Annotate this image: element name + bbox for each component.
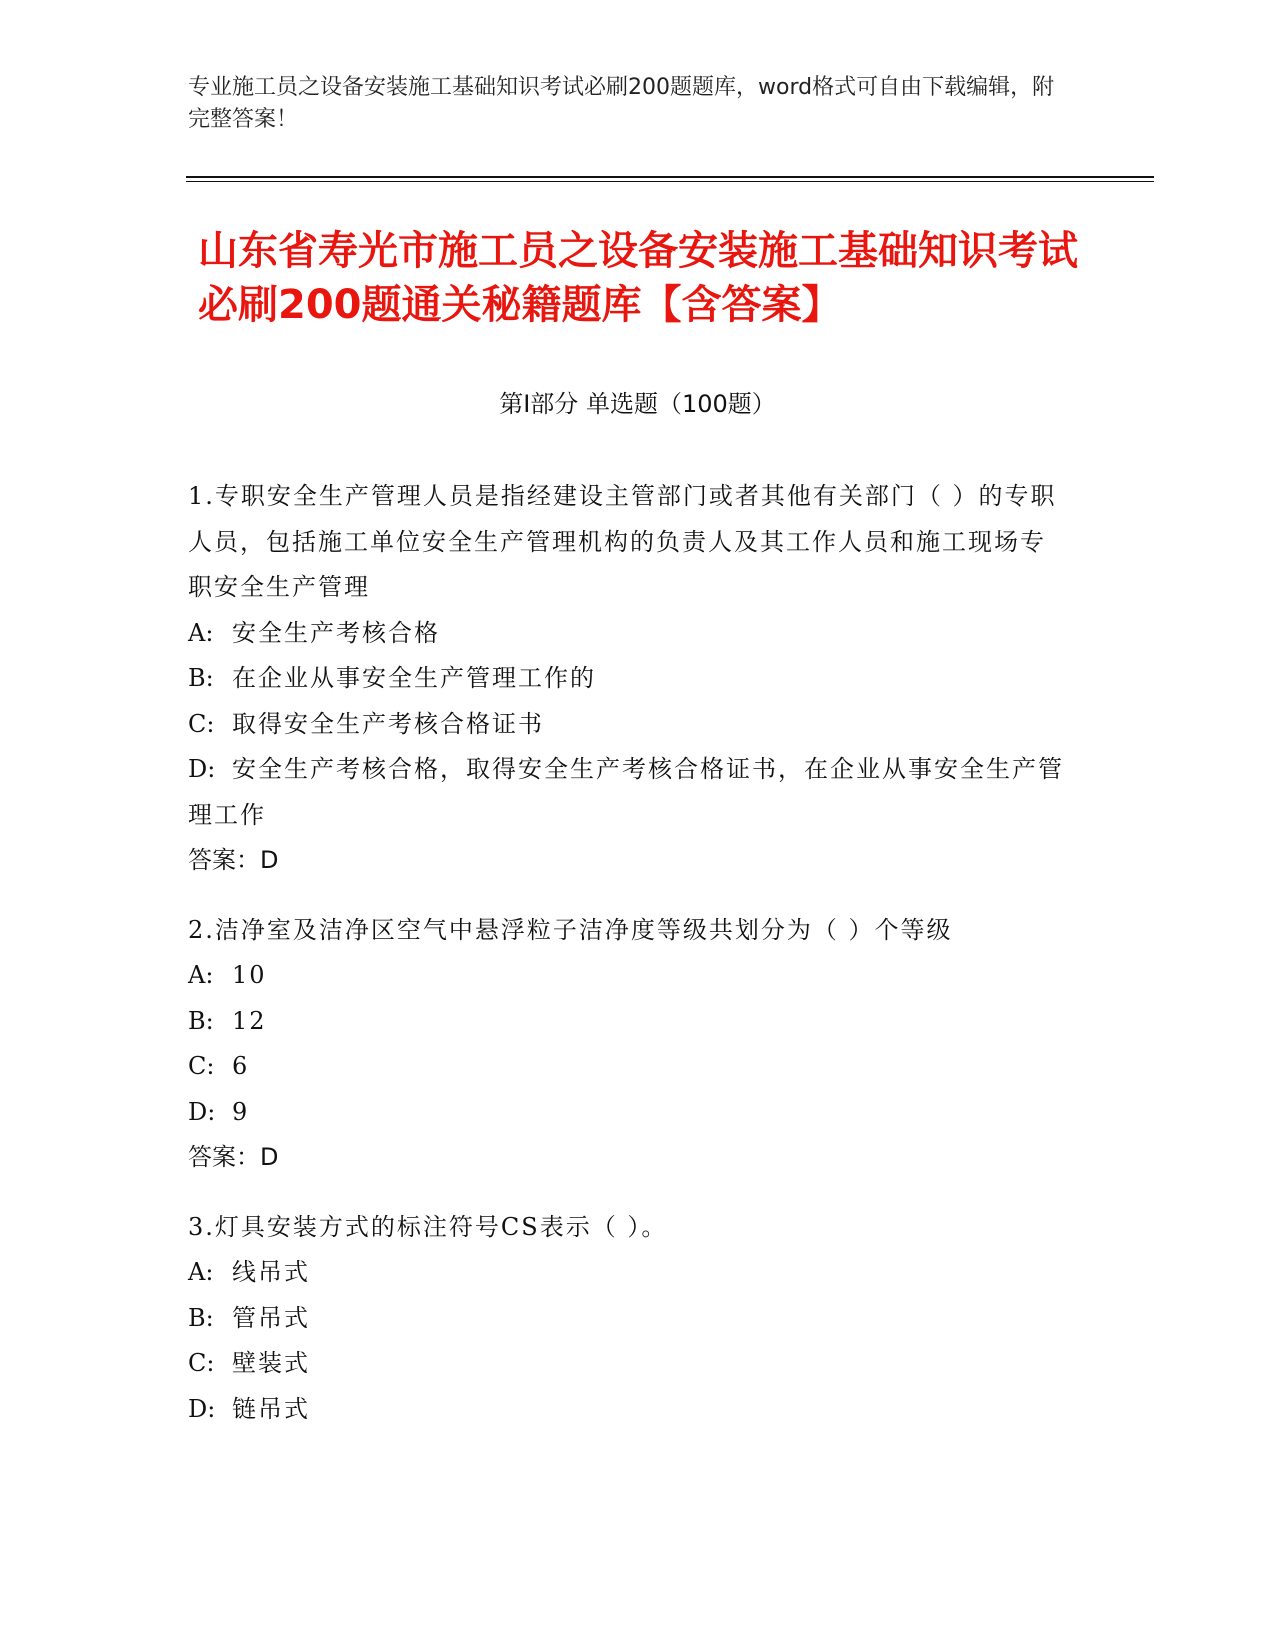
question-stem: 2.洁净室及洁净区空气中悬浮粒子洁净度等级共划分为（ ）个等级: [188, 915, 953, 944]
option-b: [188, 1296, 1068, 1342]
option-text: 12: [232, 1006, 267, 1035]
option-text: 安全生产考核合格: [232, 618, 440, 647]
option-text: 管吊式: [232, 1303, 310, 1332]
question-list: [188, 474, 1068, 1456]
option-text: 6: [232, 1052, 250, 1080]
option-label: B:: [188, 1303, 214, 1332]
option-a: [188, 1250, 1068, 1296]
document-title: 山东省寿光市施工员之设备安装施工基础知识考试必刷200题通关秘籍题库【含答案】: [198, 228, 1078, 328]
question-2: [188, 908, 1068, 1181]
option-a: [188, 611, 1068, 657]
question-stem: 3.灯具安装方式的标注符号CS表示（ ）。: [188, 1212, 668, 1241]
option-label: C:: [188, 709, 215, 738]
option-text: 取得安全生产考核合格证书: [232, 709, 544, 738]
question-3: [188, 1205, 1068, 1433]
option-d: [188, 1387, 1068, 1433]
option-c: [188, 702, 1068, 748]
option-c: [188, 1341, 1068, 1387]
option-text: 链吊式: [232, 1394, 310, 1423]
option-label: A:: [188, 1258, 214, 1286]
option-text: 在企业从事安全生产管理工作的: [232, 664, 596, 692]
option-text: 壁装式: [232, 1349, 310, 1377]
option-d: [188, 747, 1068, 838]
header-note: 专业施工员之设备安装施工基础知识考试必刷200题题库，word格式可自由下载编辑，附完整答案！: [188, 75, 1055, 132]
option-label: B:: [188, 1006, 214, 1035]
option-b: [188, 656, 1068, 702]
header-rule-thick: [186, 176, 1154, 178]
option-text: 9: [232, 1097, 250, 1126]
option-text: 安全生产考核合格，取得安全生产考核合格证书，在企业从事安全生产管理工作: [188, 755, 1064, 829]
answer-line: 答案：D: [188, 846, 279, 874]
option-a: [188, 953, 1068, 999]
option-label: D:: [188, 1097, 216, 1126]
option-label: A:: [188, 961, 214, 989]
option-label: D:: [188, 1394, 216, 1423]
answer-line: 答案：D: [188, 1143, 279, 1171]
option-d: [188, 1090, 1068, 1136]
question-1: [188, 474, 1068, 884]
option-label: C:: [188, 1349, 215, 1377]
option-label: C:: [188, 1052, 215, 1080]
section-heading: 第Ⅰ部分 单选题（100题）: [499, 390, 776, 418]
option-c: [188, 1044, 1068, 1090]
option-text: 10: [232, 961, 267, 989]
option-b: [188, 999, 1068, 1045]
option-label: D:: [188, 755, 216, 783]
option-label: B:: [188, 664, 214, 692]
option-text: 线吊式: [232, 1258, 310, 1286]
option-label: A:: [188, 618, 214, 647]
question-stem: 1.专职安全生产管理人员是指经建设主管部门或者其他有关部门（ ）的专职人员，包括施工单位安全生产管理机构的负责人及其工作人员和施工现场专职安全生产管理: [188, 482, 1057, 601]
header-rule-thin: [186, 181, 1154, 182]
